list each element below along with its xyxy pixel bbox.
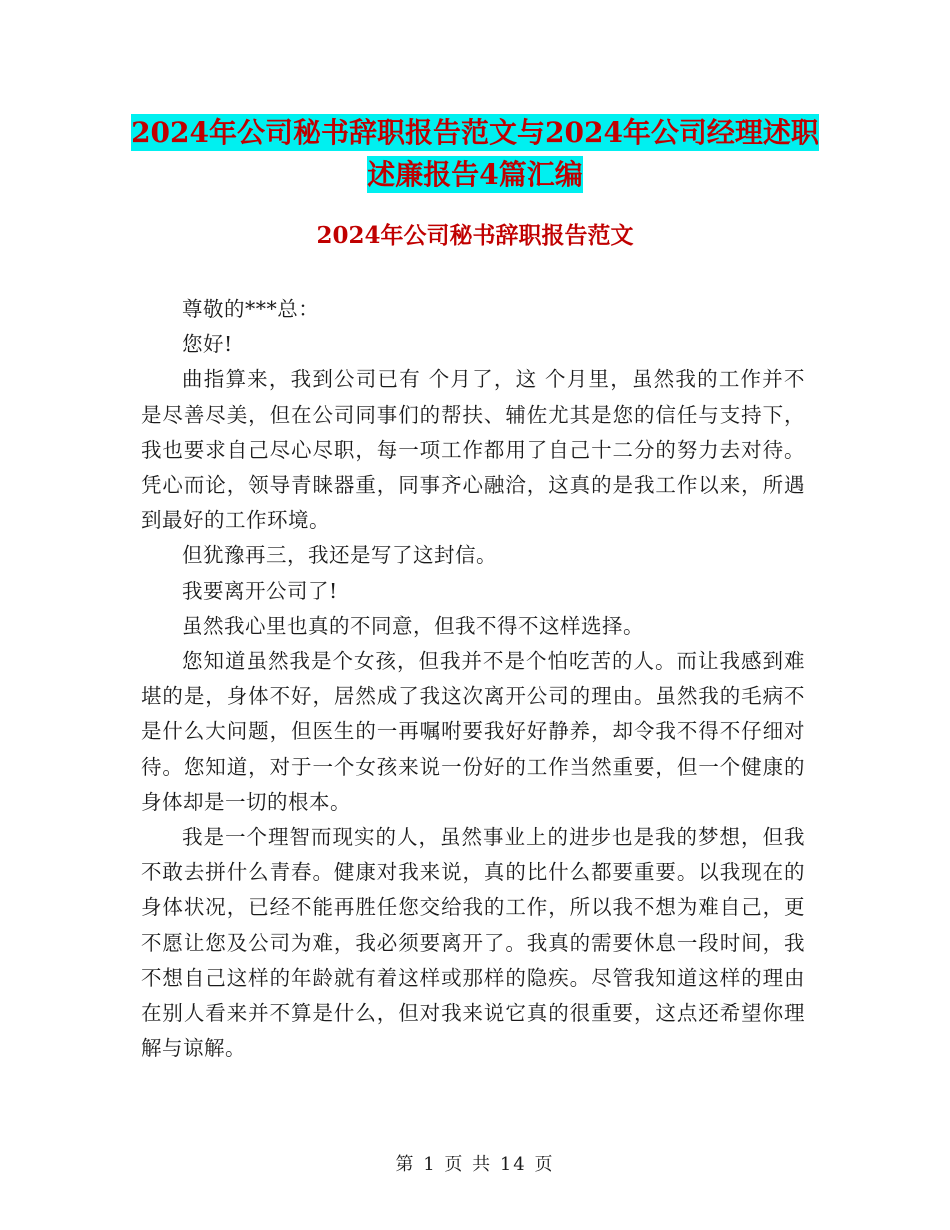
body-paragraph: 我要离开公司了! (182, 578, 338, 603)
greeting: 您好! (182, 332, 233, 357)
page-number-footer: 第 1 页 共 14 页 (395, 1154, 555, 1175)
document-title-line-2 (0, 150, 950, 200)
section-heading: 2024年公司秘书辞职报告范文 (316, 222, 634, 249)
body-paragraph: 我是一个理智而现实的人，虽然事业上的进步也是我的梦想，但我不敢去拼什么青春。健康对我来说，真的比什么都要重要。以我现在的身体状况，已经不能再胜任您交给我的工作，所以我不想为难自己，更不愿让您及公司为难，我必须要离开了。我真的需要休息一段时间，我不想自己这样的年龄就有着这样或那样的隐疾。尽管我知道这样的理由在别人看来并不算是什么，但对我来说它真的很重要，这点还希望你理解与谅解。 (141, 825, 805, 1061)
document-title-text-2: 述廉报告4篇汇编 (367, 158, 583, 191)
body-paragraph: 但犹豫再三，我还是写了这封信。 (182, 543, 497, 568)
salutation: 尊敬的***总： (182, 297, 320, 321)
body-paragraph: 虽然我心里也真的不同意，但我不得不这样选择。 (182, 613, 644, 638)
body-paragraph: 曲指算来，我到公司已有 个月了，这 个月里，虽然我的工作并不是尽善尽美，但在公司同事们的帮扶、辅佐尤其是您的信任与支持下，我也要求自己尽心尽职，每一项工作都用了自己十二分的努力去对待。凭心而论，领导青睐器重，同事齐心融洽，这真的是我工作以来，所遇到最好的工作环境。 (141, 367, 805, 533)
body-paragraph: 您知道虽然我是个女孩，但我并不是个怕吃苦的人。而让我感到难堪的是，身体不好，居然成了我这次离开公司的理由。虽然我的毛病不是什么大问题，但医生的一再嘱咐要我好好静养，却令我不得不仔细对待。您知道，对于一个女孩来说一份好的工作当然重要，但一个健康的身体却是一切的根本。 (141, 649, 805, 814)
document-title-text-1: 2024年公司秘书辞职报告范文与2024年公司经理述职 (131, 116, 819, 149)
document-body (141, 292, 805, 1066)
